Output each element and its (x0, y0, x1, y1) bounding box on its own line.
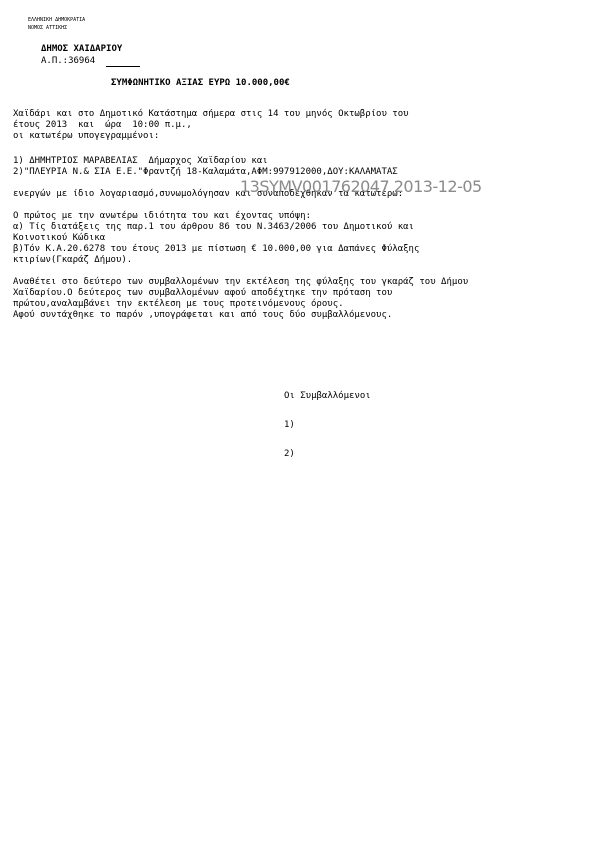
intro-line-3: οι κατωτέρω υπογεγραμμένοι: (13, 131, 160, 141)
assignment-line-3: πρώτου,αναλαμβάνει την εκτέλεση με τους προτεινόμενους όρους. (13, 299, 344, 309)
signature-2: 2) (284, 449, 295, 459)
assignment-line-2: Χαϊδαρίου.Ο δεύτερος των συμβαλλομένων αφού αποδέχτηκε την πρόταση του (13, 288, 393, 298)
terms-intro: Ο πρώτος με την ανωτέρω ιδιότητα του και έχοντας υπόψη: (13, 211, 312, 221)
header-country: ΕΛΛΗΝΙΚΗ ΔΗΜΟΚΡΑΤΙΑ (28, 17, 86, 23)
protocol-text: Α.Π.:36964 (41, 56, 96, 66)
header-prefecture: ΝΟΜΟΣ ΑΤΤΙΚΗΣ (28, 25, 68, 31)
municipality-name: ΔΗΜΟΣ ΧΑΙΔΑΡΙΟΥ (41, 44, 123, 54)
assignment-line-4: Αφού συντάχθηκε το παρόν ,υπογράφεται και από τους δύο συμβαλλόμενους. (13, 310, 393, 320)
parties-agreement: ενεργών με ίδιο λογαριασμό,συνωμολόγησαν και συναποδέχθηκαν τα κατωτέρω: (13, 189, 404, 199)
intro-line-1: Χαϊδάρι και στο Δημοτικό Κατάστημα σήμερα στις 14 του μηνός Οκτωβρίου του (13, 109, 409, 119)
assignment-line-1: Αναθέτει στο δεύτερο των συμβαλλομένων την εκτέλεση της φύλαξης του γκαράζ του Δήμου (13, 277, 469, 287)
document-title: ΣΥΜΦΩΝΗΤΙΚΟ ΑΞΙΑΣ ΕΥΡΩ 10.000,00€ (111, 78, 290, 88)
intro-line-2: έτους 2013 και ώρα 10:00 π.μ., (13, 120, 192, 130)
signatures-heading: Οι Συμβαλλόμενοι (284, 391, 371, 401)
terms-b: β)Τόν Κ.Α.20.6278 του έτους 2013 με πίστωση € 10.000,00 για Δαπάνες Φύλαξης (13, 244, 420, 254)
terms-b-cont: κτιρίων(Γκαράζ Δήμου). (13, 255, 133, 265)
protocol-blank (106, 58, 140, 67)
terms-a-cont: Κοινοτικού Κώδικα (13, 233, 106, 243)
terms-a: α) Τίς διατάξεις της παρ.1 του άρθρου 86 του Ν.3463/2006 του Δημοτικού και (13, 222, 414, 232)
protocol-number (41, 56, 140, 67)
signature-1: 1) (284, 420, 295, 430)
party-1: 1) ΔΗΜΗΤΡΙΟΣ ΜΑΡΑΒΕΛΙΑΣ Δήμαρχος Χαϊδαρίου και (13, 156, 268, 166)
registry-stamp: 13SYMV001762047 2013-12-05 (240, 177, 482, 196)
party-2: 2)"ΠΛΕΥΡΙΑ Ν.& ΣΙΑ Ε.Ε."Φραντζή 18-Καλαμάτα,ΑΦΜ:997912000,ΔΟΥ:ΚΑΛΑΜΑΤΑΣ (13, 167, 398, 177)
